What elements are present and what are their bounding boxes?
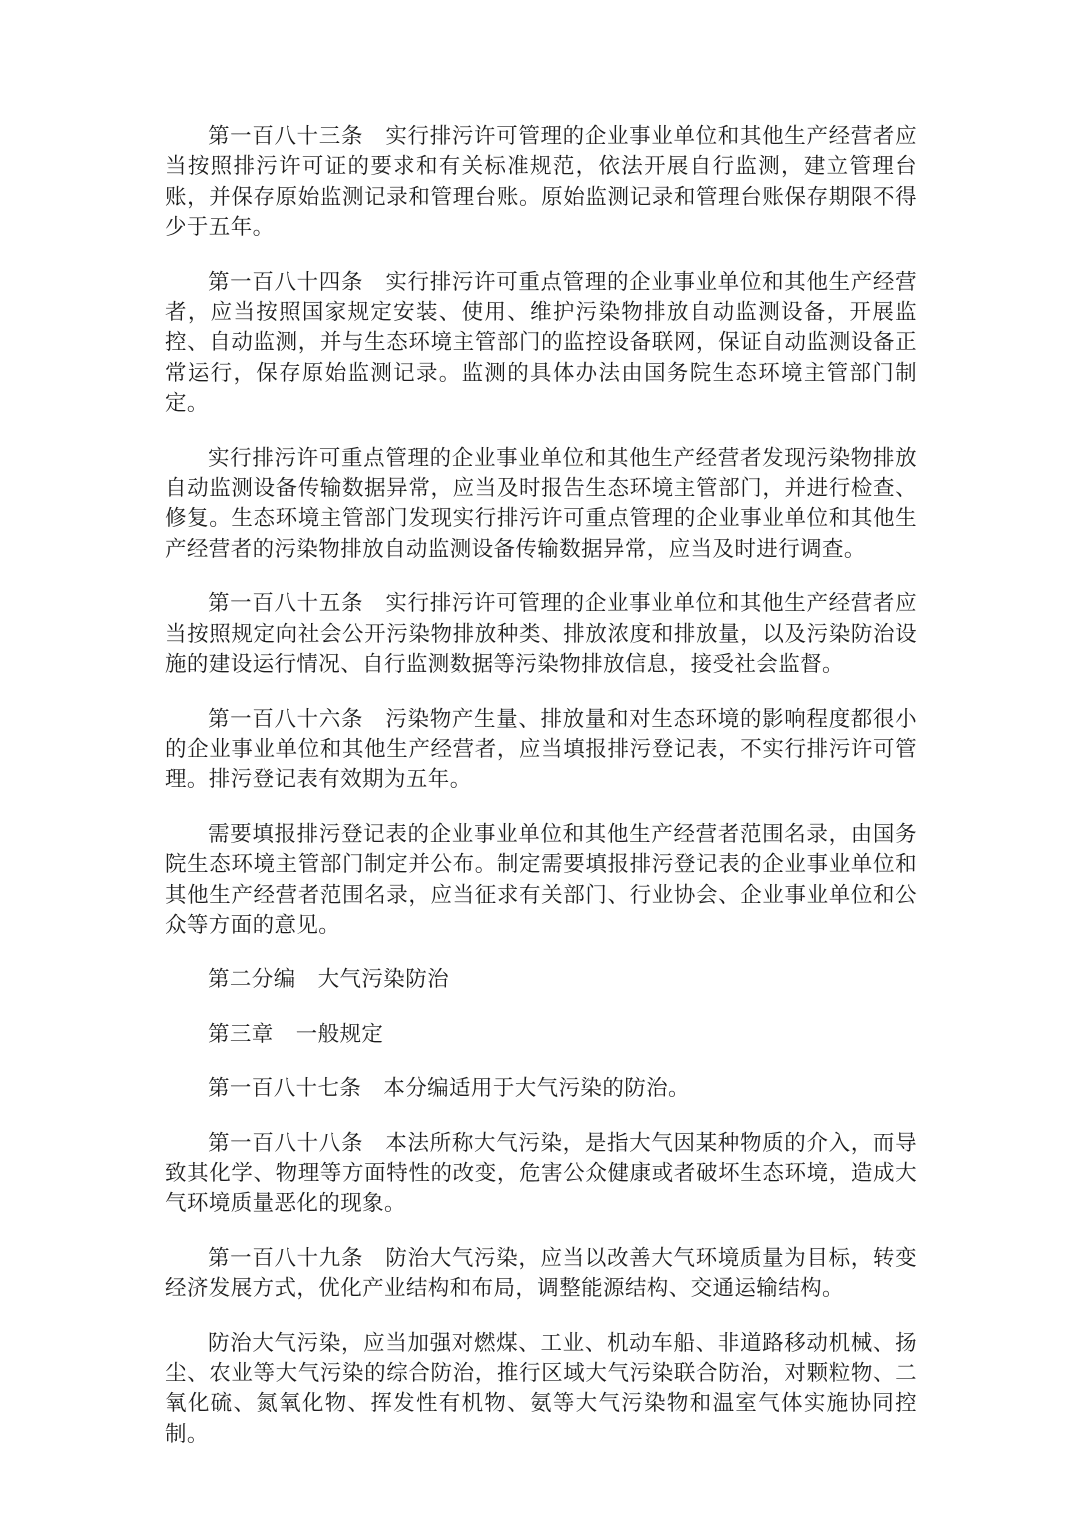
article-label: 第一百八十九条 <box>208 1245 364 1271</box>
article-label: 第一百八十六条 <box>208 706 364 732</box>
article-187 <box>165 1074 917 1104</box>
paragraph-text: 防治大气污染，应当加强对燃煤、工业、机动车船、非道路移动机械、扬尘、农业等大气污染的综合防治，推行区域大气污染联合防治，对颗粒物、二氧化硫、氮氧化物、挥发性有机物、氨等大气污染物和温室气体实施协同控制。 <box>165 1330 917 1447</box>
article-label: 第一百八十三条 <box>208 124 364 149</box>
article-text: 本分编适用于大气污染的防治。 <box>383 1076 690 1102</box>
document-body <box>165 122 917 1474</box>
paragraph-text: 实行排污许可重点管理的企业事业单位和其他生产经营者发现污染物排放自动监测设备传输数据异常，应当及时报告生态环境主管部门，并进行检查、修复。生态环境主管部门发现实行排污许可重点管理的企业事业单位和其他生产经营者的污染物排放自动监测设备传输数据异常，应当及时进行调查。 <box>165 445 917 562</box>
article-184-paragraph-2 <box>165 444 917 566</box>
paragraph-text: 需要填报排污登记表的企业事业单位和其他生产经营者范围名录，由国务院生态环境主管部门制定并公布。制定需要填报排污登记表的企业事业单位和其他生产经营者范围名录，应当征求有关部门、行业协会、企业事业单位和公众等方面的意见。 <box>165 821 917 938</box>
article-label: 第一百八十四条 <box>208 269 364 295</box>
article-186-paragraph-2 <box>165 820 917 942</box>
article-label: 第一百八十八条 <box>208 1130 364 1156</box>
article-186 <box>165 705 917 796</box>
article-text: 污染物产生量、排放量和对生态环境的影响程度都很小的企业事业单位和其他生产经营者，应当填报排污登记表，不实行排污许可管理。排污登记表有效期为五年。 <box>165 706 917 793</box>
heading-label: 第三章 <box>208 1021 274 1047</box>
heading-label: 第二分编 <box>208 967 296 993</box>
heading-text: 大气污染防治 <box>317 967 450 993</box>
chapter-heading <box>165 1020 917 1050</box>
article-188 <box>165 1129 917 1220</box>
heading-text: 一般规定 <box>295 1021 384 1047</box>
article-189 <box>165 1244 917 1305</box>
article-text: 本法所称大气污染，是指大气因某种物质的介入，而导致其化学、物理等方面特性的改变，危害公众健康或者破坏生态环境，造成大气环境质量恶化的现象。 <box>165 1130 917 1217</box>
article-text: 防治大气污染，应当以改善大气环境质量为目标，转变经济发展方式，优化产业结构和布局，调整能源结构、交通运输结构。 <box>165 1245 917 1302</box>
subpart-heading <box>165 965 917 995</box>
article-text: 实行排污许可管理的企业事业单位和其他生产经营者应当按照排污许可证的要求和有关标准规范，依法开展自行监测，建立管理台账，并保存原始监测记录和管理台账。原始监测记录和管理台账保存期限不得少于五年。 <box>165 124 917 241</box>
article-183 <box>165 122 917 244</box>
article-label: 第一百八十七条 <box>208 1076 362 1102</box>
article-185 <box>165 589 917 680</box>
article-184 <box>165 268 917 420</box>
article-189-paragraph-2 <box>165 1329 917 1451</box>
article-label: 第一百八十五条 <box>208 591 364 617</box>
article-text: 实行排污许可重点管理的企业事业单位和其他生产经营者，应当按照国家规定安装、使用、维护污染物排放自动监测设备，开展监控、自动监测，并与生态环境主管部门的监控设备联网，保证自动监测设备正常运行，保存原始监测记录。监测的具体办法由国务院生态环境主管部门制定。 <box>165 269 917 417</box>
article-text: 实行排污许可管理的企业事业单位和其他生产经营者应当按照规定向社会公开污染物排放种类、排放浓度和排放量，以及污染防治设施的建设运行情况、自行监测数据等污染物排放信息，接受社会监督。 <box>165 591 917 678</box>
